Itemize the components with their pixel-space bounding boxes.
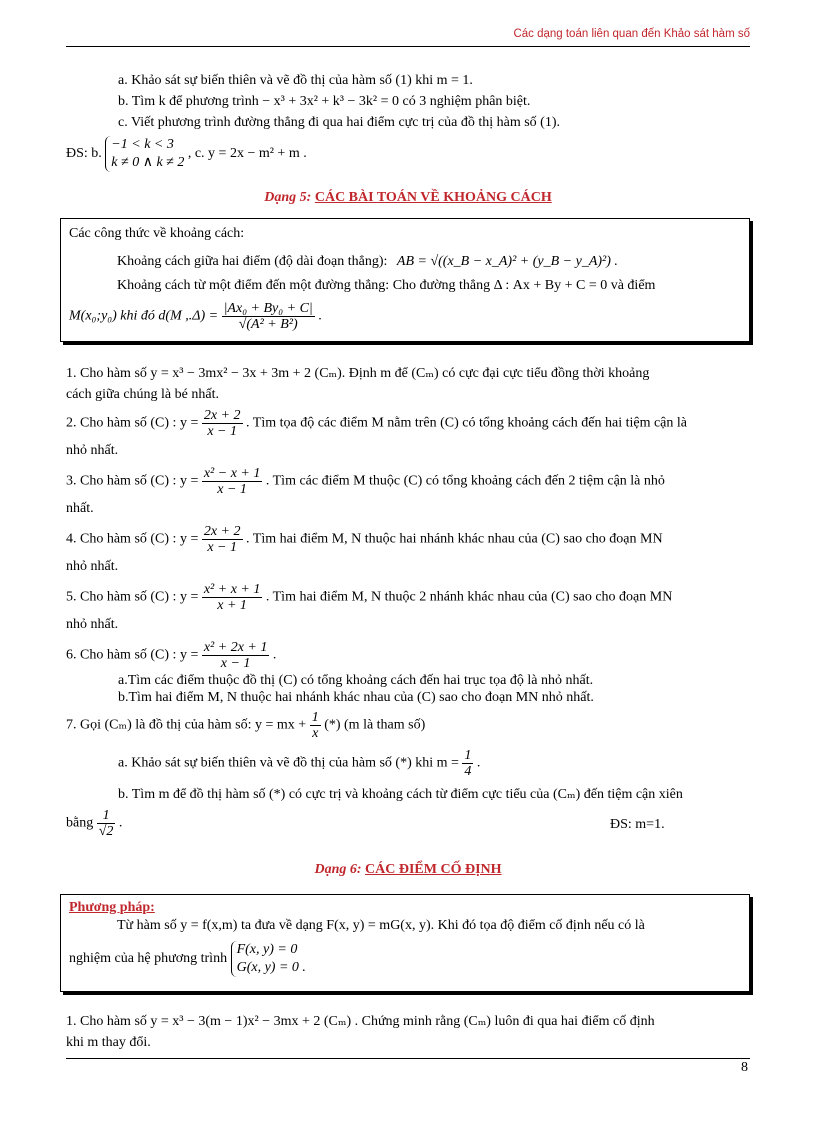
header-rule xyxy=(66,46,750,47)
p5-1-line1: 1. Cho hàm số y = x³ − 3mx² − 3x + 3m + 2 (Cₘ). Định m để (Cₘ) có cực đại cực tiểu đồng thời khoảng xyxy=(66,366,650,381)
p5-4-line2: nhỏ nhất. xyxy=(66,559,119,574)
p7a-num: 1 xyxy=(464,748,472,763)
answer-prefix: ĐS: b. xyxy=(66,146,102,161)
p7c-pre: bằng xyxy=(66,815,94,831)
section-5-title: CÁC BÀI TOÁN VỀ KHOẢNG CÁCH xyxy=(314,190,552,205)
p5-5-line2: nhỏ nhất. xyxy=(66,617,119,632)
p4-num: 2x + 2 xyxy=(203,524,241,539)
top-item-a: a. Khảo sát sự biến thiên và vẽ đồ thị của hàm số (1) khi m = 1. xyxy=(118,73,473,88)
p7a-den: 4 xyxy=(464,764,472,779)
method-sys-row1: F(x, y) = 0 xyxy=(236,942,298,957)
method-sys-row2: G(x, y) = 0 . xyxy=(236,960,306,975)
box-l2-formula: AB = √((x_B − x_A)² + (y_B − y_A)²) . xyxy=(396,254,618,269)
box-l4-num: |Ax₀ + By₀ + C| xyxy=(223,301,313,316)
method-line1: Từ hàm số y = f(x,m) ta đưa về dạng F(x, y) = mG(x, y). Khi đó tọa độ điểm cố định nếu có là xyxy=(117,918,645,933)
p2-fraction xyxy=(202,408,243,439)
answer-sys-row1: −1 < k < 3 xyxy=(111,137,174,152)
p5-7-c: bằng $\frac{1}{√2}$ . xyxy=(66,808,123,839)
p3-num: x² − x + 1 xyxy=(203,466,261,481)
box-l4-pre: M(x₀;y₀) khi đó d(M ,.Δ) = xyxy=(69,308,219,324)
section-5-heading xyxy=(0,190,816,206)
p6-1-line1: 1. Cho hàm số y = x³ − 3(m − 1)x² − 3mx + 2 (Cₘ) . Chứng minh rằng (Cₘ) luôn đi qua hai điểm cố định xyxy=(66,1014,655,1029)
top-answer xyxy=(66,136,307,172)
p2-num: 2x + 2 xyxy=(203,408,241,423)
p5-den: x + 1 xyxy=(217,598,247,613)
p7-den: x xyxy=(312,726,319,741)
p6-num: x² + 2x + 1 xyxy=(203,640,268,655)
method-label: Phương pháp: xyxy=(69,900,155,915)
page-number: 8 xyxy=(741,1060,748,1075)
p3-pre: 3. Cho hàm số (C) : y = xyxy=(66,473,199,489)
p3-post: . Tìm các điểm M thuộc (C) có tổng khoảng cách đến 2 tiệm cận là nhỏ xyxy=(265,473,665,489)
p7c-num: 1 xyxy=(97,808,116,824)
p5-7-line1 xyxy=(66,710,425,741)
header-title: Các dạng toán liên quan đến Khảo sát hàm số xyxy=(513,28,750,40)
p6-fraction xyxy=(202,640,270,671)
formula-box xyxy=(60,218,750,342)
p6-1-line2: khi m thay đổi. xyxy=(66,1035,151,1050)
p5-7-b: b. Tìm m để đồ thị hàm số (*) có cực trị và khoảng cách từ điểm cực tiểu của (Cₘ) đến tiệm cận xiên xyxy=(118,787,683,802)
p5-3-line2: nhất. xyxy=(66,501,94,516)
p5-2-line1 xyxy=(66,408,687,439)
method-box xyxy=(60,894,750,992)
p5-fraction xyxy=(202,582,263,613)
p5-5-line1 xyxy=(66,582,672,613)
p4-post: . Tìm hai điểm M, N thuộc hai nhánh khác nhau của (C) sao cho đoạn MN xyxy=(246,531,663,547)
answer-c: , c. y = 2x − m² + m . xyxy=(187,146,307,161)
p5-6-a: a.Tìm các điểm thuộc đồ thị (C) có tổng khoảng cách đến hai trục tọa độ là nhỏ nhất. xyxy=(118,673,594,688)
p4-pre: 4. Cho hàm số (C) : y = xyxy=(66,531,199,547)
method-system xyxy=(231,941,306,977)
p2-pre: 2. Cho hàm số (C) : y = xyxy=(66,415,199,431)
p7c-fraction xyxy=(97,808,116,839)
top-item-b: b. Tìm k để phương trình − x³ + 3x² + k³ − 3k² = 0 có 3 nghiệm phân biệt. xyxy=(118,94,531,109)
method-line2 xyxy=(69,941,306,977)
p3-den: x − 1 xyxy=(217,482,247,497)
footer-rule xyxy=(66,1058,750,1059)
section-5-label: Dạng 5: xyxy=(264,190,312,205)
box-distance-line: Khoảng cách từ một điểm đến một đường thẳng: Cho đường thẳng Δ : Ax + By + C = 0 và điểm xyxy=(117,278,656,293)
p3-fraction xyxy=(202,466,263,497)
p5-6-b: b.Tìm hai điểm M, N thuộc hai nhánh khác nhau của (C) sao cho đoạn MN nhỏ nhất. xyxy=(118,690,594,705)
p7-pre: 7. Gọi (Cₘ) là đồ thị của hàm số: y = mx + xyxy=(66,717,307,733)
box-formula-d: M(x₀;y₀) khi đó d(M ,.Δ) = $\frac{\text{|Ax₀ + By₀ + C|}}{\text{√(A² + B²)}}$ . xyxy=(69,301,322,332)
box-intro: Các công thức về khoảng cách: xyxy=(69,226,245,241)
p7a-fraction xyxy=(462,748,473,779)
p5-post: . Tìm hai điểm M, N thuộc 2 nhánh khác nhau của (C) sao cho đoạn MN xyxy=(265,589,673,605)
answer-sys-row2: k ≠ 0 ∧ k ≠ 2 xyxy=(111,155,185,170)
p6-post: . xyxy=(272,647,277,663)
section-6-label: Dạng 6: xyxy=(314,862,362,877)
top-item-c: c. Viết phương trình đường thẳng đi qua hai điểm cực trị của đồ thị hàm số (1). xyxy=(118,115,560,130)
p6-pre: 6. Cho hàm số (C) : y = xyxy=(66,647,199,663)
method-l2-pre: nghiệm của hệ phương trình xyxy=(69,951,228,966)
p5-3-line1 xyxy=(66,466,665,497)
box-distance-points xyxy=(117,253,618,271)
answer-system xyxy=(105,136,184,172)
p5-2-line2: nhỏ nhất. xyxy=(66,443,119,458)
p5-1-line2: cách giữa chúng là bé nhất. xyxy=(66,387,219,402)
p5-num: x² + x + 1 xyxy=(203,582,261,597)
box-l4-den: √(A² + B²) xyxy=(238,317,298,332)
p5-7-a: a. Khảo sát sự biến thiên và vẽ đồ thị của hàm số (*) khi m = $\frac{1}{4}$ . xyxy=(118,748,481,779)
p2-den: x − 1 xyxy=(207,424,238,439)
p5-7-answer: ĐS: m=1. xyxy=(610,817,665,832)
p4-fraction xyxy=(202,524,243,555)
section-6-heading xyxy=(0,862,816,878)
p7-num: 1 xyxy=(311,710,319,725)
p5-pre: 5. Cho hàm số (C) : y = xyxy=(66,589,199,605)
p7-fraction xyxy=(310,710,321,741)
p6-den: x − 1 xyxy=(220,656,251,671)
p4-den: x − 1 xyxy=(207,540,238,555)
p5-6-line1 xyxy=(66,640,276,671)
p2-post: . Tìm tọa độ các điểm M nằm trên (C) có tổng khoảng cách đến hai tiệm cận là xyxy=(246,415,688,431)
p7a-pre: a. Khảo sát sự biến thiên và vẽ đồ thị của hàm số (*) khi m = xyxy=(118,755,459,771)
box-l2-text: Khoảng cách giữa hai điểm (độ dài đoạn thẳng): xyxy=(117,254,388,269)
p7c-den: √2 xyxy=(98,824,114,839)
section-6-title: CÁC ĐIỂM CỐ ĐỊNH xyxy=(365,862,502,877)
p5-4-line1 xyxy=(66,524,663,555)
box-l4-fraction xyxy=(222,301,315,332)
p7-post: (*) (m là tham số) xyxy=(324,717,426,733)
